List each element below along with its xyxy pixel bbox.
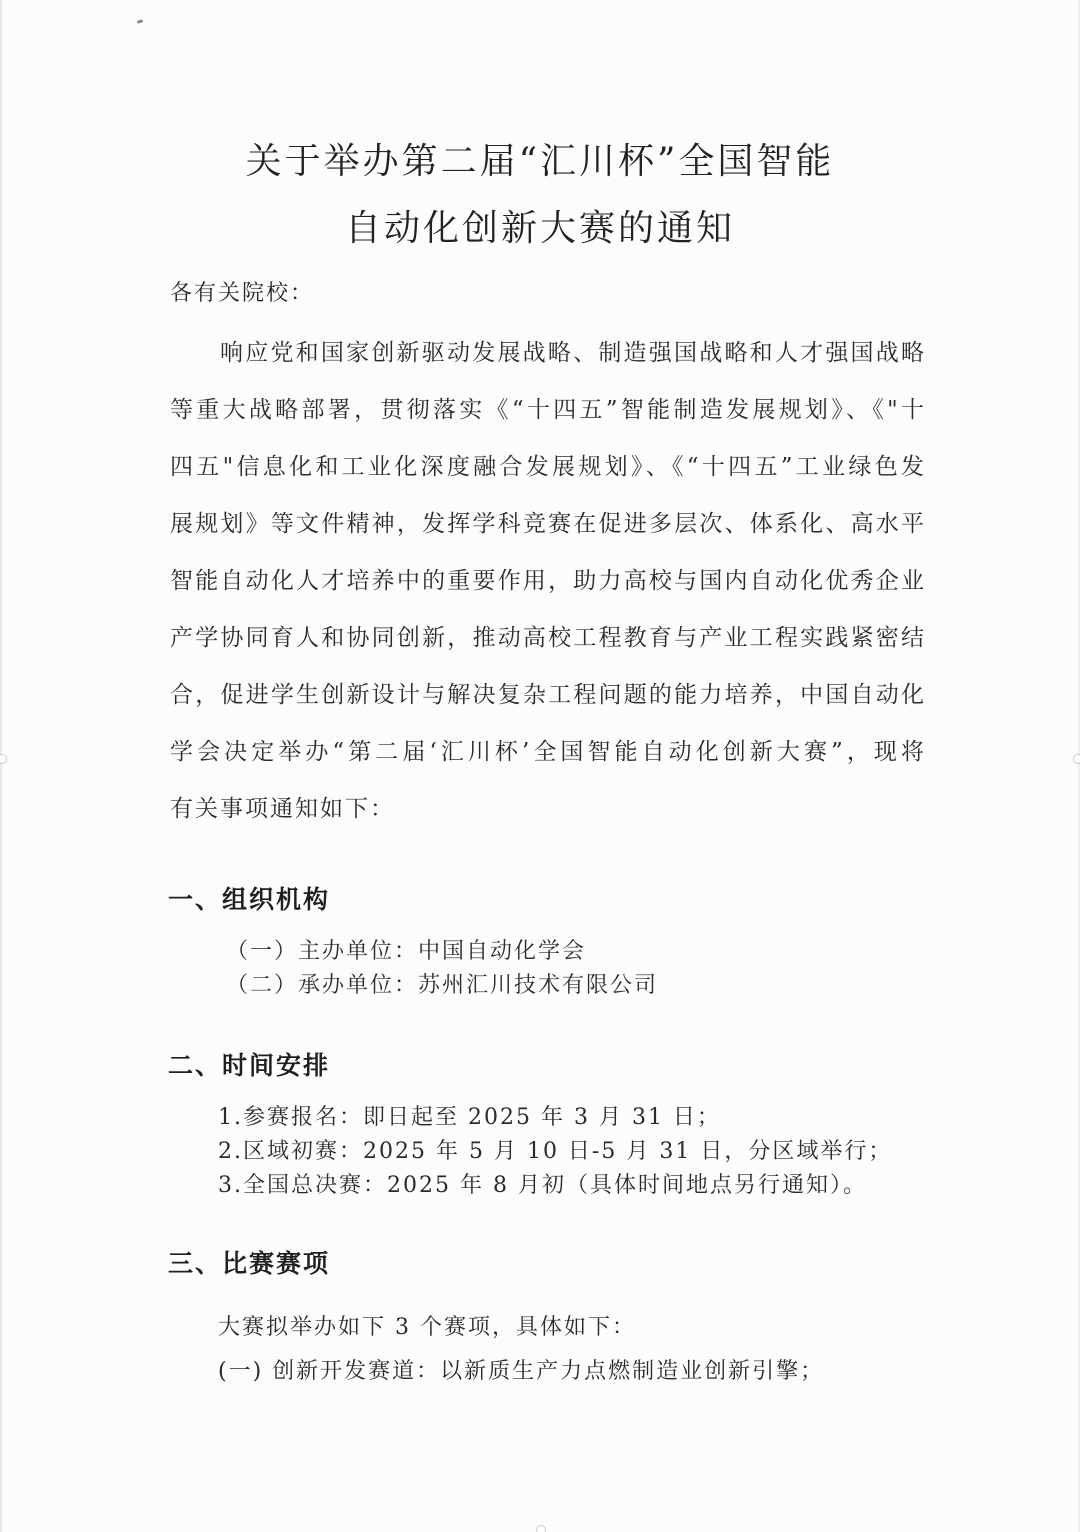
scan-speck xyxy=(137,19,144,24)
schedule-item: 2.区域初赛：2025 年 5 月 10 日-5 月 31 日，分区域举行； xyxy=(218,1139,893,1164)
intro-line: 响应党和国家创新驱动发展战略、制造强国战略和人才强国战略 xyxy=(220,340,924,366)
events-intro: 大赛拟举办如下 3 个赛项，具体如下： xyxy=(218,1315,636,1340)
organizer-item: （一）主办单位：中国自动化学会 xyxy=(226,939,587,964)
section-heading-schedule: 二、时间安排 xyxy=(168,1051,331,1080)
section-heading-events: 三、比赛赛项 xyxy=(168,1249,331,1278)
intro-line: 产学协同育人和协同创新，推动高校工程教育与产业工程实践紧密结 xyxy=(170,625,924,651)
intro-line: 有关事项通知如下： xyxy=(170,796,395,822)
page-handle-bottom xyxy=(536,1525,546,1532)
co-organizer-item: （二）承办单位：苏州汇川技术有限公司 xyxy=(226,973,659,998)
intro-line: 展规划》等文件精神，发挥学科竞赛在促进多层次、体系化、高水平 xyxy=(170,511,924,537)
schedule-item: 1.参赛报名：即日起至 2025 年 3 月 31 日； xyxy=(218,1105,721,1130)
section-heading-organization: 一、组织机构 xyxy=(168,885,331,914)
intro-line: 学会决定举办“第二届‘汇川杯’全国智能自动化创新大赛”，现将 xyxy=(170,739,924,765)
salutation: 各有关院校： xyxy=(170,281,315,306)
schedule-item: 3.全国总决赛：2025 年 8 月初（具体时间地点另行通知）。 xyxy=(218,1173,867,1198)
intro-line: 等重大战略部署，贯彻落实《“十四五”智能制造发展规划》、《"十 xyxy=(170,397,924,423)
intro-line: 四五"信息化和工业化深度融合发展规划》、《“十四五”工业绿色发 xyxy=(170,454,924,480)
page-handle-right xyxy=(1073,754,1080,764)
event-track-item: (一) 创新开发赛道：以新质生产力点燃制造业创新引擎； xyxy=(218,1359,825,1384)
page-handle-left xyxy=(0,754,7,764)
intro-line: 合，促进学生创新设计与解决复杂工程问题的能力培养，中国自动化 xyxy=(170,682,924,708)
intro-line: 智能自动化人才培养中的重要作用，助力高校与国内自动化优秀企业 xyxy=(170,568,924,594)
document-title-line-1: 关于举办第二届“汇川杯”全国智能 xyxy=(245,141,835,182)
document-title-line-2: 自动化创新大赛的通知 xyxy=(344,208,735,249)
